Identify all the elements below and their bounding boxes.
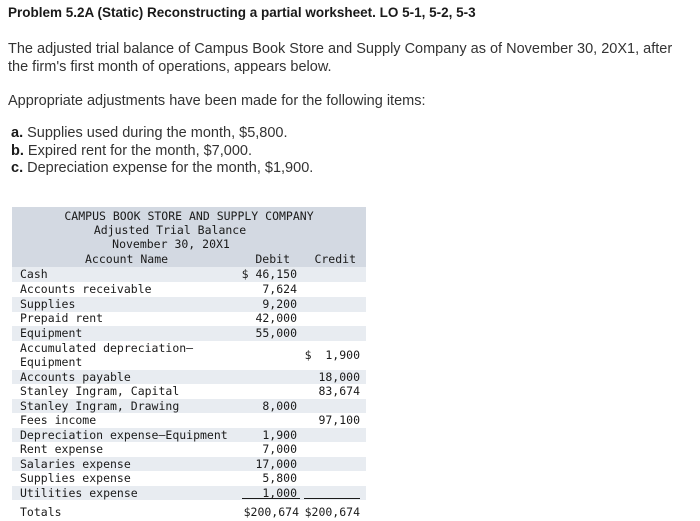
debit-amount: 9,200 (262, 297, 297, 311)
debit-amount: 1,000 (262, 486, 297, 500)
account-name: Depreciation expense–Equipment (20, 428, 228, 442)
account-name: Accumulated depreciation– (20, 341, 194, 355)
credit-amount: 18,000 (318, 370, 360, 384)
account-name-continued: Equipment (20, 355, 83, 369)
account-name: Rent expense (20, 442, 104, 456)
debit-amount: 7,000 (262, 442, 297, 456)
debit-amount: 42,000 (255, 311, 297, 325)
adjustment-list (11, 125, 313, 178)
credit-amount: $ 1,900 (304, 348, 360, 362)
debit-total: $200,674 (243, 505, 299, 519)
adjustment-item-a: a. Supplies used during the month, $5,800. (11, 125, 288, 141)
account-name: Supplies expense (20, 471, 131, 485)
debit-amount: 17,000 (255, 457, 297, 471)
row-stripe (12, 267, 366, 282)
account-name: Cash (20, 267, 48, 281)
adjusted-trial-balance (12, 207, 366, 521)
credit-total: $200,674 (304, 505, 360, 519)
intro-paragraph: The adjusted trial balance of Campus Book Store and Supply Company as of November 30, 20X1, after the firm's first month of operations, appears below. (8, 41, 673, 75)
account-name: Fees income (20, 413, 97, 427)
account-name: Stanley Ingram, Drawing (20, 399, 180, 413)
debit-amount: 55,000 (255, 326, 297, 340)
credit-amount: 97,100 (318, 413, 360, 427)
debit-header: Debit (255, 252, 290, 266)
account-name: Supplies (20, 297, 76, 311)
account-name-header: Account Name (85, 252, 169, 266)
debit-amount: $ 46,150 (241, 267, 297, 281)
credit-header: Credit (314, 252, 356, 266)
account-name: Utilities expense (20, 486, 138, 500)
account-name: Prepaid rent (20, 311, 104, 325)
company-name: CAMPUS BOOK STORE AND SUPPLY COMPANY (64, 209, 314, 223)
report-date: November 30, 20X1 (112, 237, 230, 251)
adjustment-item-b: b. Expired rent for the month, $7,000. (11, 142, 252, 159)
credit-total-rule (304, 498, 360, 499)
debit-amount: 5,800 (262, 471, 297, 485)
totals-label: Totals (20, 505, 62, 519)
report-title: Adjusted Trial Balance (93, 223, 247, 237)
problem-title: Problem 5.2A (Static) Reconstructing a partial worksheet. LO 5-1, 5-2, 5-3 (8, 5, 476, 20)
account-name: Equipment (20, 326, 83, 340)
account-name: Stanley Ingram, Capital (20, 384, 180, 398)
credit-amount: 83,674 (318, 384, 360, 398)
debit-amount: 1,900 (262, 428, 297, 442)
account-name: Accounts receivable (20, 282, 152, 296)
adjustments-prompt: Appropriate adjustments have been made for the following items: (8, 93, 426, 109)
debit-amount: 8,000 (262, 399, 297, 413)
debit-amount: 7,624 (262, 282, 297, 296)
account-name: Accounts payable (20, 370, 131, 384)
account-name: Salaries expense (20, 457, 131, 471)
debit-total-rule (242, 498, 300, 499)
adjustment-item-c: c. Depreciation expense for the month, $1,900. (11, 160, 314, 176)
